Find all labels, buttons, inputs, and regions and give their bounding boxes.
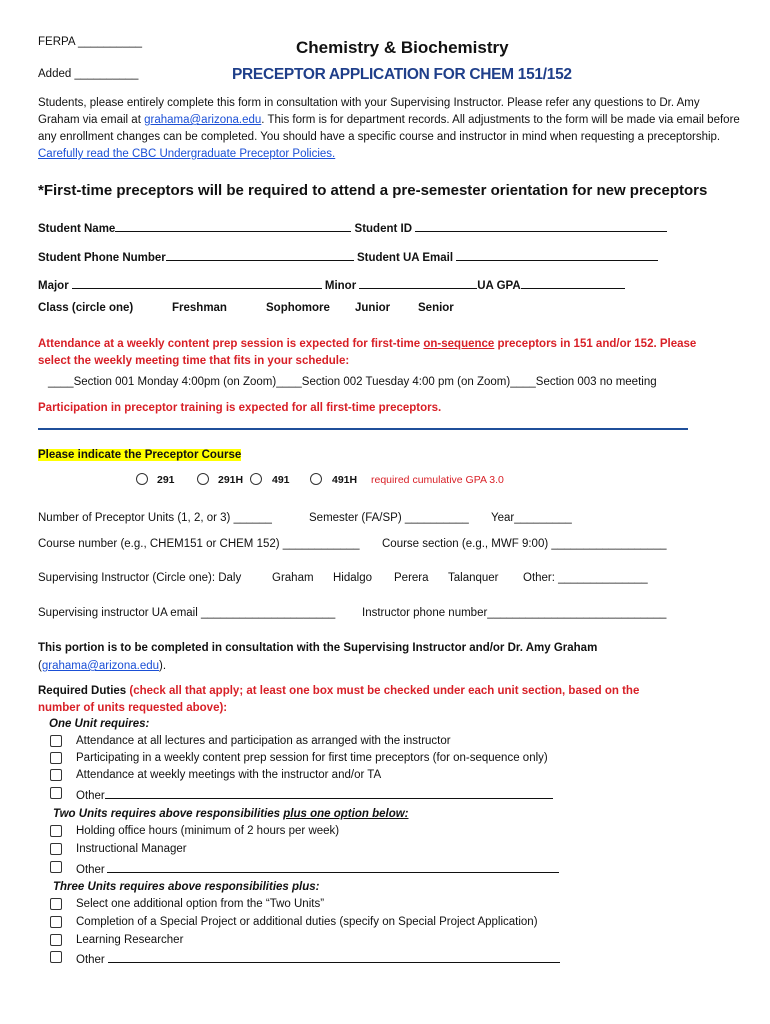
required-duties-label: Required Duties (38, 685, 130, 697)
student-phone-row (38, 249, 658, 264)
required-duties-note: (check all that apply; at least one box must be checked under each unit section, based on the (129, 685, 640, 697)
three-units-item-3: Learning Researcher (76, 934, 184, 946)
course-291-label: 291 (157, 474, 175, 486)
three-units-item-1: Select one additional option from the “Two Units” (76, 898, 325, 910)
course-number-field[interactable]: Course number (e.g., CHEM151 or CHEM 152) ____________ (38, 538, 360, 550)
two-units-checkbox-3[interactable] (50, 861, 62, 873)
one-unit-other-input[interactable] (105, 787, 553, 799)
two-units-other (76, 861, 559, 876)
one-unit-other (76, 787, 553, 802)
gpa-label: UA GPA (477, 280, 521, 292)
session-options[interactable]: ____Section 001 Monday 4:00pm (on Zoom)____Section 002 Tuesday 4:00 pm (on Zoom)____Section 003 no meeting (48, 376, 657, 388)
student-phone-label: Student Phone Number (38, 252, 166, 264)
course-491-radio[interactable] (250, 473, 262, 485)
policies-link[interactable]: Carefully read the CBC Undergraduate Preceptor Policies. (38, 148, 336, 160)
on-sequence-text: on-sequence (423, 338, 495, 350)
two-units-header-a: Two Units requires above responsibilities (53, 808, 284, 820)
consultation-email-line (38, 660, 166, 672)
three-units-checkbox-3[interactable] (50, 934, 62, 946)
gpa-input[interactable] (521, 277, 625, 289)
course-291h-label: 291H (218, 474, 244, 486)
two-units-checkbox-2[interactable] (50, 843, 62, 855)
section-divider (38, 428, 688, 430)
attendance-line-1 (38, 338, 696, 350)
three-units-checkbox-1[interactable] (50, 898, 62, 910)
two-units-header-b: plus one option below: (283, 808, 409, 820)
semester-field[interactable]: Semester (FA/SP) __________ (309, 512, 469, 524)
orientation-notice: *First-time preceptors will be required to attend a pre-semester orientation for new preceptors (38, 182, 708, 199)
minor-label: Minor (324, 280, 357, 292)
major-row (38, 277, 625, 292)
required-duties-line-1 (38, 685, 639, 697)
two-units-header (53, 808, 409, 820)
three-units-checkbox-2[interactable] (50, 916, 62, 928)
one-unit-other-label: Other (76, 790, 105, 802)
supervisor-option-hidalgo[interactable]: Hidalgo (333, 572, 372, 584)
ferpa-field: FERPA __________ (38, 36, 143, 48)
class-option-senior[interactable]: Senior (418, 302, 454, 314)
attendance-text-b: preceptors in 151 and/or 152. Please (494, 338, 697, 350)
intro-text-1: Students, please entirely complete this form in consultation with your Supervising Instructor. Please refer any questions to Dr. Amy Graham via email at (38, 97, 700, 126)
preceptor-units-field[interactable]: Number of Preceptor Units (1, 2, or 3) ______ (38, 512, 272, 524)
class-option-sophomore[interactable]: Sophomore (266, 302, 330, 314)
major-input[interactable] (72, 277, 322, 289)
three-units-item-2: Completion of a Special Project or additional duties (specify on Special Project Application) (76, 916, 538, 928)
attendance-text-a: Attendance at a weekly content prep session is expected for first-time (38, 338, 424, 350)
major-label: Major (38, 280, 69, 292)
one-unit-checkbox-3[interactable] (50, 769, 62, 781)
consult-email-link[interactable]: grahama@arizona.edu (41, 660, 160, 672)
course-491-label: 491 (272, 474, 290, 486)
student-id-input[interactable] (415, 220, 667, 232)
class-option-junior[interactable]: Junior (355, 302, 391, 314)
class-option-freshman[interactable]: Freshman (172, 302, 227, 314)
added-field: Added __________ (38, 68, 139, 80)
two-units-other-label: Other (76, 864, 105, 876)
preceptor-course-label: Please indicate the Preceptor Course (38, 449, 242, 461)
form-title: PRECEPTOR APPLICATION FOR CHEM 151/152 (232, 66, 572, 83)
intro-text-2: . This form is for department records. All adjustments to the form will be made via email before any enrollment changes can be completed. You should have a specific course and instructor in mind when requesting a preceptorship. (38, 114, 740, 143)
student-email-label: Student UA Email (356, 252, 457, 264)
one-unit-item-2: Participating in a weekly content prep session for first time preceptors (for on-sequence only) (76, 752, 548, 764)
one-unit-checkbox-2[interactable] (50, 752, 62, 764)
student-name-row (38, 220, 667, 235)
attendance-line-2: select the weekly meeting time that fits in your schedule: (38, 355, 350, 367)
paren-close: ). (159, 660, 167, 672)
supervisor-option-graham[interactable]: Graham (272, 572, 314, 584)
one-unit-checkbox-1[interactable] (50, 735, 62, 747)
two-units-checkbox-1[interactable] (50, 825, 62, 837)
three-units-header: Three Units requires above responsibilities plus: (53, 881, 320, 893)
one-unit-item-3: Attendance at weekly meetings with the instructor and/or TA (76, 769, 382, 781)
three-units-other-input[interactable] (108, 951, 560, 963)
three-units-other (76, 951, 560, 966)
intro-paragraph (38, 95, 743, 163)
one-unit-checkbox-4[interactable] (50, 787, 62, 799)
supervisor-option-talanquer[interactable]: Talanquer (448, 572, 499, 584)
year-field[interactable]: Year_________ (491, 512, 572, 524)
student-id-label: Student ID (354, 223, 416, 235)
student-name-input[interactable] (115, 220, 351, 232)
supervisor-other-field[interactable]: Other: ______________ (523, 572, 648, 584)
paren-open: ( (38, 660, 42, 672)
student-name-label: Student Name (38, 223, 116, 235)
course-section-field[interactable]: Course section (e.g., MWF 9:00) __________________ (382, 538, 667, 550)
graham-email-link[interactable]: grahama@arizona.edu (144, 114, 262, 126)
two-units-item-2: Instructional Manager (76, 843, 187, 855)
two-units-other-input[interactable] (107, 861, 559, 873)
department-heading: Chemistry & Biochemistry (296, 38, 509, 57)
two-units-item-1: Holding office hours (minimum of 2 hours per week) (76, 825, 340, 837)
course-291-radio[interactable] (136, 473, 148, 485)
class-label: Class (circle one) (38, 302, 134, 314)
supervisor-label: Supervising Instructor (Circle one): Daly (38, 572, 242, 584)
one-unit-header: One Unit requires: (49, 718, 150, 730)
supervisor-email-field[interactable]: Supervising instructor UA email _____________________ (38, 607, 336, 619)
training-notice: Participation in preceptor training is expected for all first-time preceptors. (38, 402, 442, 414)
course-491h-radio[interactable] (310, 473, 322, 485)
minor-input[interactable] (359, 277, 477, 289)
gpa-requirement-note: required cumulative GPA 3.0 (371, 474, 504, 486)
one-unit-item-1: Attendance at all lectures and participation as arranged with the instructor (76, 735, 451, 747)
required-duties-line-2: number of units requested above): (38, 702, 228, 714)
three-units-checkbox-4[interactable] (50, 951, 62, 963)
course-291h-radio[interactable] (197, 473, 209, 485)
student-phone-input[interactable] (166, 249, 354, 261)
three-units-other-label: Other (76, 954, 108, 966)
student-email-input[interactable] (456, 249, 658, 261)
consultation-notice: This portion is to be completed in consultation with the Supervising Instructor and/or Dr. Amy Graham (38, 642, 598, 654)
instructor-phone-field[interactable]: Instructor phone number____________________________ (362, 607, 667, 619)
supervisor-option-perera[interactable]: Perera (394, 572, 429, 584)
course-491h-label: 491H (332, 474, 358, 486)
